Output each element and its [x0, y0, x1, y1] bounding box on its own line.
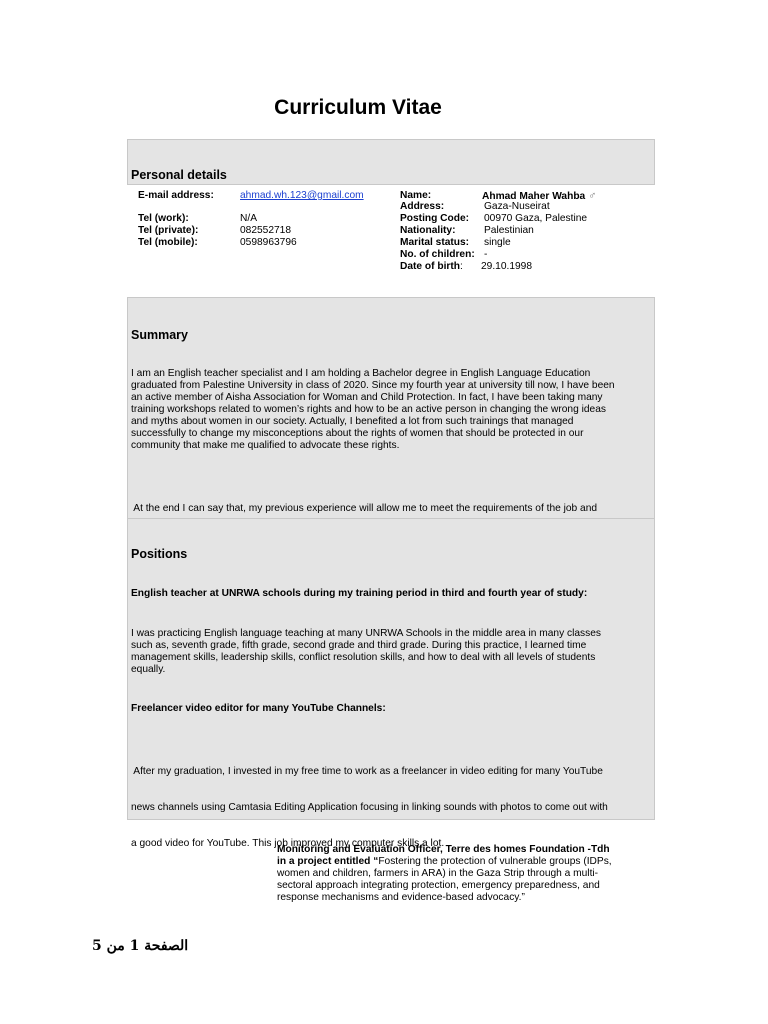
summary-line: I am an English teacher specialist and I am holding a Bachelor degree in English Language Education — [131, 368, 591, 379]
job1-line: management skills, leadership skills, conflict resolution skills, and how to deal with all levels of students — [131, 652, 596, 663]
job1-line: such as, seventh grade, fifth grade, second grade and third grade. During this practice, I learned time — [131, 640, 587, 651]
job2-title: Freelancer video editor for many YouTube Channels: — [131, 703, 386, 714]
summary-line: an active member of Aisha Association for Woman and Child Protection. In fact, I have been taking many — [131, 392, 603, 403]
monitoring-block — [277, 844, 657, 904]
dob-value: 29.10.1998 — [481, 261, 532, 272]
name-label: Name: — [400, 190, 432, 201]
job1-line: equally. — [131, 664, 166, 675]
monitoring-line: sectoral approach integrating protection, emergency preparedness, and — [277, 880, 600, 891]
email-link[interactable]: ahmad.wh.123@gmail.com — [240, 190, 364, 201]
personal-details-heading: Personal details — [131, 168, 227, 182]
monitoring-line-2 — [277, 856, 657, 868]
job1-description — [131, 628, 653, 676]
monitoring-entitled: in a project entitled “ — [277, 856, 379, 867]
nationality-value: Palestinian — [484, 225, 534, 236]
monitoring-line: response mechanisms and evidence-based advocacy.” — [277, 892, 525, 903]
marital-status-value: single — [484, 237, 511, 248]
summary-line: graduated from Palestine University in class of 2020. Since my fourth year at university till now, I have been — [131, 380, 615, 391]
job2-line: After my graduation, I invested in my free time to work as a freelancer in video editing for many YouTube — [131, 766, 603, 777]
summary-heading: Summary — [131, 328, 188, 342]
monitoring-project-start: Fostering the protection of vulnerable groups (IDPs, — [378, 856, 612, 867]
nationality-label: Nationality: — [400, 225, 456, 236]
summary-line: community that make me qualified to advocate these rights. — [131, 440, 400, 451]
posting-code-label: Posting Code: — [400, 213, 470, 224]
dob-colon: : — [460, 261, 463, 272]
dob-label: Date of birth — [400, 261, 460, 272]
page-title: Curriculum Vitae — [274, 96, 442, 119]
tel-work-label: Tel (work): — [138, 213, 189, 224]
address-value: Gaza-Nuseirat — [484, 201, 550, 212]
children-label: No. of children: — [400, 249, 475, 260]
page-number: الصفحة 1 من 5 — [92, 938, 189, 954]
monitoring-line: women and children, farmers in ARA) in the Gaza Strip through a multi- — [277, 868, 599, 879]
tel-work-value: N/A — [240, 213, 257, 224]
posting-code-value: 00970 Gaza, Palestine — [484, 213, 588, 224]
children-value: - — [484, 249, 488, 260]
job1-line: I was practicing English language teaching at many UNRWA Schools in the middle area in many classes — [131, 628, 601, 639]
tel-mobile-label: Tel (mobile): — [138, 237, 198, 248]
dob-row — [400, 261, 463, 273]
marital-status-label: Marital status: — [400, 237, 470, 248]
job2-line: a good video for YouTube. This job improved my computer skills a lot. — [131, 838, 445, 849]
job1-title: English teacher at UNRWA schools during my training period in third and fourth year of study: — [131, 588, 588, 599]
job2-line: news channels using Camtasia Editing Application focusing in linking sounds with photos to come out with — [131, 802, 608, 813]
tel-private-label: Tel (private): — [138, 225, 199, 236]
summary-line: and myths about women in our society. Actually, I benefited a lot from such trainings that managed — [131, 416, 574, 427]
summary-line: successfully to change my misconceptions about the rights of women that should be protected in our — [131, 428, 584, 439]
summary-line: training workshops related to women’s rights and how to be an active person in changing the wrong ideas — [131, 404, 606, 415]
name-text: Ahmad Maher Wahba — [482, 191, 586, 202]
tel-mobile-value: 0598963796 — [240, 237, 297, 248]
email-label: E-mail address: — [138, 190, 214, 201]
tel-private-value: 082552718 — [240, 225, 291, 236]
address-label: Address: — [400, 201, 445, 212]
summary-paragraph-1 — [131, 368, 653, 452]
male-icon: ♂ — [588, 190, 597, 202]
summary-line: At the end I can say that, my previous experience will allow me to meet the requirements of the job and — [131, 503, 598, 514]
positions-heading: Positions — [131, 547, 188, 561]
monitoring-title: Monitoring and Evaluation Officer, Terre des homes Foundation -Tdh — [277, 844, 610, 855]
